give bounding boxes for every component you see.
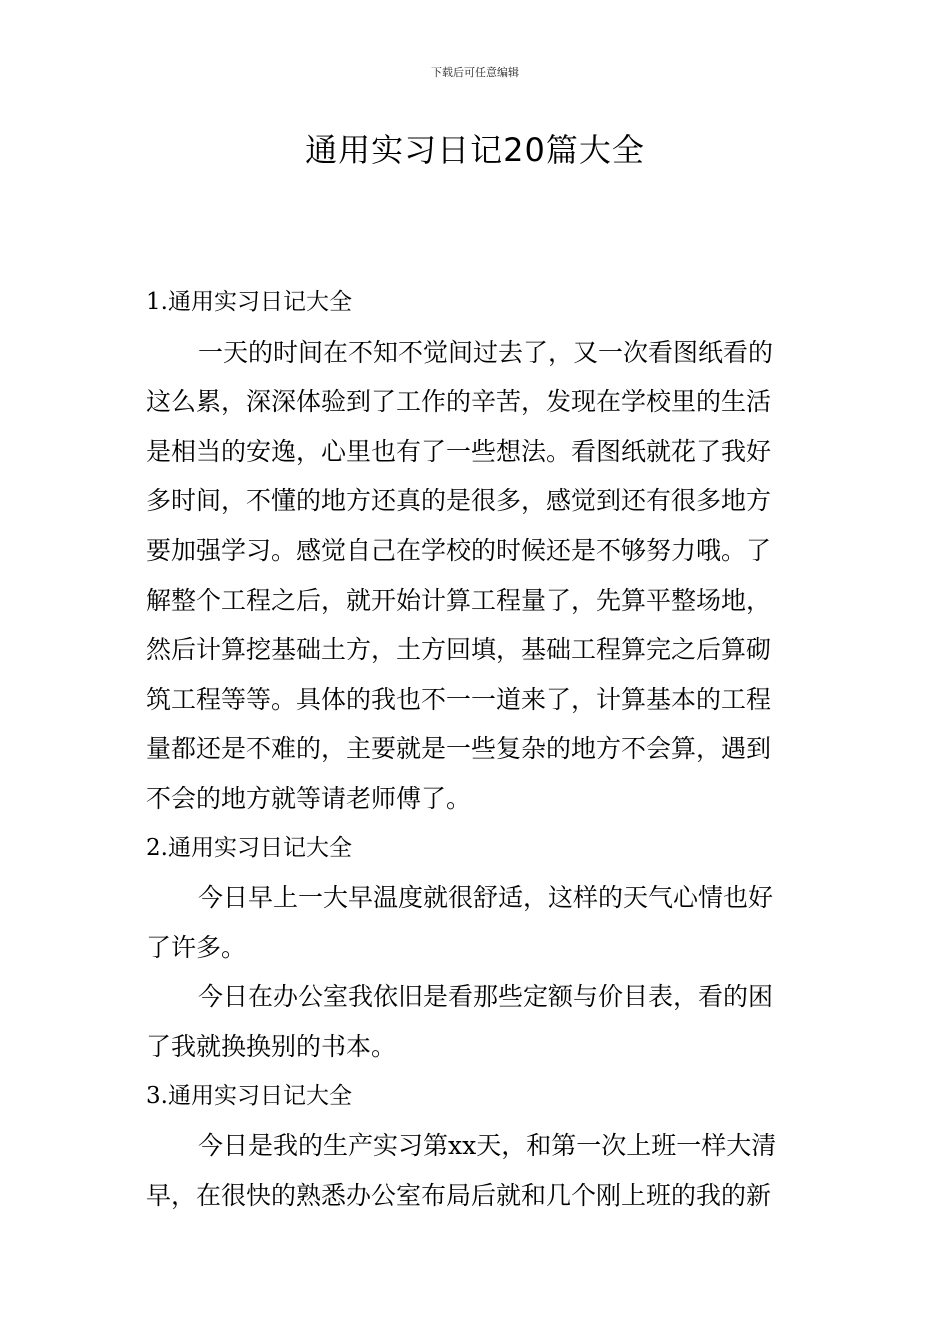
text-line: 了许多。 [146,932,247,962]
text-line: 要加强学习。感觉自己在学校的时候还是不够努力哦。了 [146,535,772,565]
text-line: 量都还是不难的，主要就是一些复杂的地方不会算，遇到 [146,734,772,764]
text-line: 筑工程等等。具体的我也不一一道来了，计算基本的工程 [146,684,772,714]
section-heading: 2.通用实习日记大全 [146,834,352,861]
text-line: 不会的地方就等请老师傅了。 [146,783,472,813]
text-line: 这么累，深深体验到了工作的辛苦，发现在学校里的生活 [146,387,772,417]
text-line: 今日早上一大早温度就很舒适，这样的天气心情也好 [198,883,774,913]
text-line: 然后计算挖基础土方，土方回填，基础工程算完之后算砌 [146,635,772,665]
header-note: 下载后可任意编辑 [431,66,519,79]
text-line: 今日在办公室我依旧是看那些定额与价目表，看的困 [198,982,774,1012]
document-title: 通用实习日记20篇大全 [305,131,645,169]
text-line: 是相当的安逸，心里也有了一些想法。看图纸就花了我好 [146,436,772,466]
text-line: 解整个工程之后，就开始计算工程量了，先算平整场地， [146,585,772,615]
text-line: 多时间，不懂的地方还真的是很多，感觉到还有很多地方 [146,486,772,516]
section-heading: 1.通用实习日记大全 [146,289,352,315]
section-heading: 3.通用实习日记大全 [146,1082,352,1109]
text-line: 今日是我的生产实习第xx天，和第一次上班一样大清 [198,1131,777,1161]
document-body [146,278,808,1220]
text-line: 了我就换换别的书本。 [146,1031,397,1061]
text-line: 早，在很快的熟悉办公室布局后就和几个刚上班的我的新 [146,1180,772,1210]
text-line: 一天的时间在不知不觉间过去了，又一次看图纸看的 [198,337,774,367]
